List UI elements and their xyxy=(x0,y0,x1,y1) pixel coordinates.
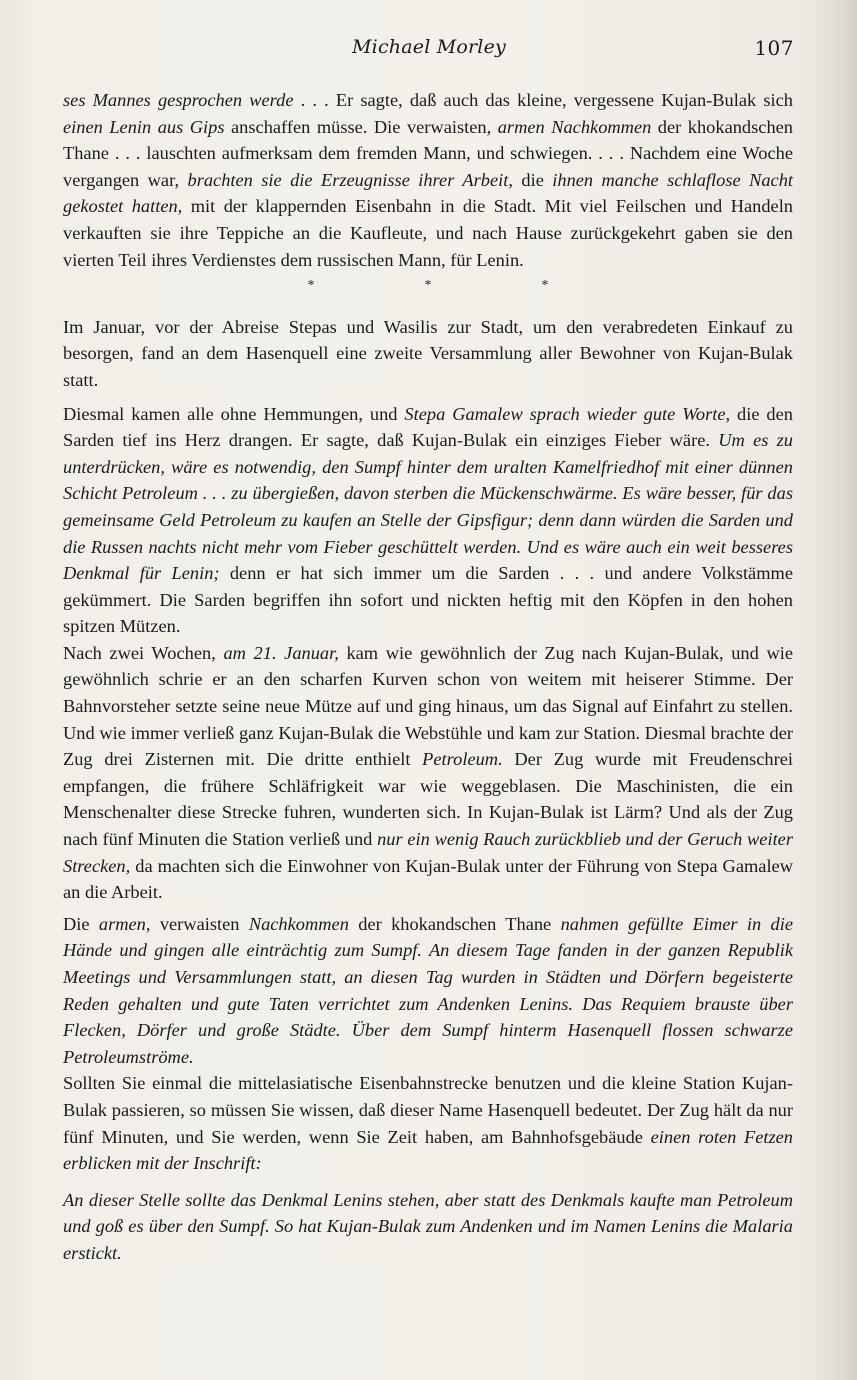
section-break-star-1: * xyxy=(307,278,315,294)
paragraph-5 xyxy=(63,911,793,1071)
paragraph-1 xyxy=(63,87,793,273)
italic-run: nahmen gefüllte Eimer in die Hände und gingen alle einträchtig zum Sumpf. An diesem Tage fanden in der ganzen Republik Meetings und Versammlungen statt, an diesen Tag wurden in Städten und Dörfern begeisterte Reden gehalten und gute Taten verrichtet zum Andenken Lenins. Das Requiem brauste über Flecken, Dörfer und große Städte. Über dem Sumpf hinterm Hasenquell flossen schwarze Petroleumströme. xyxy=(63,913,793,1067)
inscription-quote xyxy=(63,1187,793,1267)
italic-run: am 21. Januar, xyxy=(223,642,339,663)
text-run: Sollten Sie einmal die mittelasiatische Eisenbahnstrecke benutzen und die kleine Station Kujan-Bulak passieren, so müssen Sie wissen, daß dieser Name Hasenquell bedeutet. Der Zug hält da nur fünf Minuten, und Sie werden, wenn Sie Zeit haben, am Bahnhofsgebäude xyxy=(63,1073,793,1147)
page-edge-shadow xyxy=(797,0,857,1380)
section-break-star-2: * xyxy=(424,278,432,294)
text-run: verwaisten xyxy=(150,913,249,934)
text-run: die xyxy=(512,169,553,190)
paragraph-4 xyxy=(63,640,793,906)
page-header xyxy=(64,36,794,66)
italic-run: Stepa Gamalew sprach wieder gute Worte, xyxy=(404,403,731,424)
body-text xyxy=(63,87,793,1267)
paragraph-3 xyxy=(63,401,793,640)
italic-run: armen Nachkommen xyxy=(497,116,652,137)
italic-run: ihnen manche schlaflose Nacht gekostet hatten, xyxy=(63,169,793,217)
text-run: mit der klappernden Eisenbahn in die Stadt. Mit viel Feilschen und Handeln verkauften sie ihre Teppiche an die Kaufleute, und nach Hause zurückgekehrt gaben sie den vierten Teil ihres Verdienstes dem russischen Mann, für Lenin. xyxy=(63,196,793,270)
text-run: der khokandschen Thane xyxy=(348,913,561,934)
running-head: Michael Morley xyxy=(352,36,506,58)
section-break xyxy=(63,273,793,300)
text-run: da machten sich die Einwohner von Kujan-Bulak unter der Führung von Stepa Gamalew an die Arbeit. xyxy=(63,855,793,903)
text-run: anschaffen müsse. Die verwaisten, xyxy=(224,116,498,137)
italic-run: An dieser Stelle sollte das Denkmal Lenins stehen, aber statt des Denkmals kaufte man Petroleum und goß es über den Sumpf. So hat Kujan-Bulak zum Andenken und im Namen Lenins die Malaria erstickt. xyxy=(63,1189,793,1263)
text-run: Nach zwei Wochen, xyxy=(63,642,224,663)
page-number: 107 xyxy=(754,36,794,60)
text-run: . . . Er sagte, daß auch das kleine, vergessene Kujan-Bulak sich xyxy=(293,90,793,110)
text-run: Die xyxy=(63,913,99,934)
italic-run: brachten sie die Erzeugnisse ihrer Arbeit, xyxy=(187,169,513,190)
italic-run: Um es zu unterdrücken, wäre es notwendig, den Sumpf hinter dem uralten Kamelfriedhof mit einer dünnen Schicht Petroleum . . . zu übergießen, davon sterben die Mückenschwärme. Es wäre besser, für das gemeinsame Geld Petroleum zu kaufen an Stelle der Gipsfigur; denn dann würden die Sarden und die Russen nachts nicht mehr vom Fieber geschüttelt werden. Und es wäre auch ein weit besseres Denkmal für Lenin; xyxy=(63,430,793,584)
text-run: Diesmal kamen alle ohne Hemmungen, und xyxy=(63,403,405,424)
text-run: denn er hat sich immer um die Sarden . . . und andere Volkstämme gekümmert. Die Sarden begriffen ihn sofort und nickten heftig mit den Köpfen in den hohen spitzen Mützen. xyxy=(63,563,793,637)
italic-run: einen Lenin aus Gips xyxy=(63,116,225,137)
text-run: Im Januar, vor der Abreise Stepas und Wasilis zur Stadt, um den verabredeten Einkauf zu besorgen, fand an dem Hasenquell eine zweite Versammlung aller Bewohner von Kujan-Bulak statt. xyxy=(63,316,793,390)
paragraph-2 xyxy=(63,314,793,394)
text-run: die den Sarden tief ins Herz drangen. Er sagte, daß Kujan-Bulak ein einziges Fieber wäre. xyxy=(63,403,793,451)
italic-run: Petroleum. xyxy=(422,749,503,770)
section-break-star-3: * xyxy=(541,278,549,294)
text-run: Der Zug wurde mit Freudenschrei empfangen, die frühere Schläfrigkeit war wie weggeblasen. Die Maschinisten, die ein Menschenalter diese Strecke fuhren, wunderten sich. In Kujan-Bulak ist Lärm? Und als der Zug nach fünf Minuten die Station verließ und xyxy=(63,749,793,850)
text-run: der khokandschen Thane . . . lauschten aufmerksam dem fremden Mann, und schwiegen. . . . Nachdem eine Woche vergangen war, xyxy=(63,116,794,190)
italic-run: nur ein wenig Rauch zurückblieb und der Geruch weiter Strecken, xyxy=(63,829,793,876)
paragraph-6 xyxy=(63,1070,793,1176)
italic-run: ses Mannes gesprochen werde xyxy=(63,90,294,110)
italic-run: Nachkommen xyxy=(248,913,349,934)
italic-run: armen, xyxy=(98,913,151,934)
italic-run: einen roten Fetzen erblicken mit der Inschrift: xyxy=(63,1126,794,1174)
text-run: kam wie gewöhnlich der Zug nach Kujan-Bulak, und wie gewöhnlich schrie er an den scharfen Kurven schon von weitem mit heiserer Stimme. Der Bahnvorsteher setzte seine neue Mütze auf und ging hinaus, um das Signal auf Einfahrt zu stellen. Und wie immer verließ ganz Kujan-Bulak die Webstühle und kam zur Station. Diesmal brachte der Zug drei Zisternen mit. Die dritte enthielt xyxy=(63,642,793,770)
